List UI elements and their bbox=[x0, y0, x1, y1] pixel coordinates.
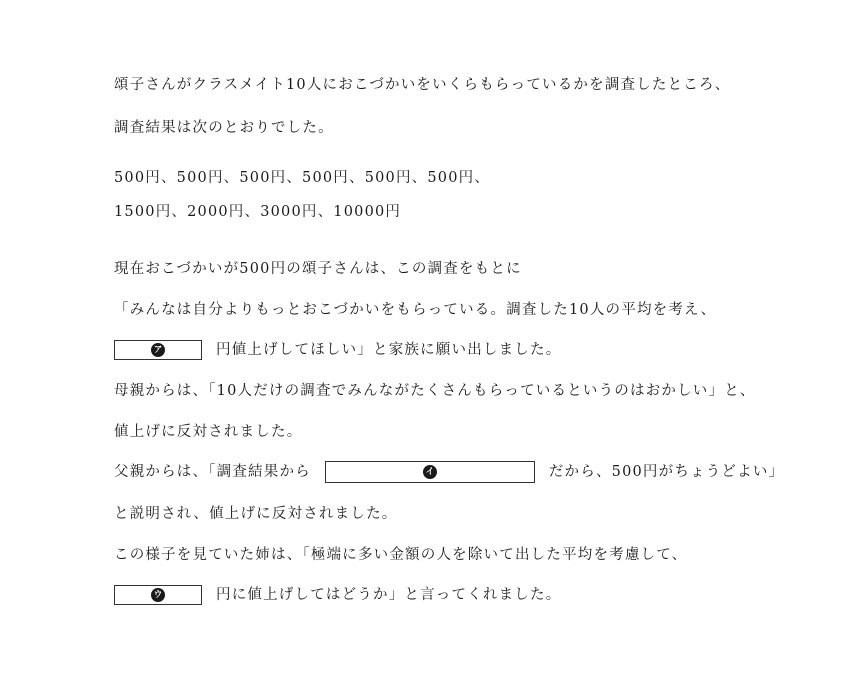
question-line-2 bbox=[114, 117, 334, 139]
question-line-10 bbox=[114, 461, 784, 483]
question-text: 「みんなは自分よりもっとおこづかいをもらっている。調査した10人の平均を考え、 bbox=[114, 302, 717, 318]
question-line-12 bbox=[114, 544, 687, 566]
question-line-1 bbox=[114, 74, 730, 96]
blank-label-a: ア bbox=[151, 343, 165, 357]
question-text: 頌子さんがクラスメイト10人におこづかいをいくらもらっているかを調査したところ、 bbox=[114, 77, 731, 93]
question-line-11 bbox=[114, 503, 397, 525]
question-text: 円値上げしてほしい」と家族に願い出しました。 bbox=[216, 342, 562, 358]
survey-values-line-2 bbox=[114, 201, 401, 223]
answer-blank-a[interactable] bbox=[114, 340, 202, 360]
question-line-8 bbox=[114, 380, 756, 402]
question-line-7 bbox=[114, 339, 561, 361]
question-text: この様子を見ていた姉は、「極端に多い金額の人を除いて出した平均を考慮して、 bbox=[114, 547, 688, 563]
question-text: 現在おこづかいが500円の頌子さんは、この調査をもとに bbox=[114, 261, 522, 277]
question-line-13 bbox=[114, 584, 561, 606]
question-text: だから、500円がちょうどよい」 bbox=[548, 464, 785, 480]
question-line-5 bbox=[114, 258, 522, 280]
question-text: 調査結果は次のとおりでした。 bbox=[114, 120, 334, 136]
survey-values-line-1 bbox=[114, 167, 490, 189]
question-line-6 bbox=[114, 299, 716, 321]
answer-blank-i[interactable] bbox=[325, 461, 535, 483]
question-line-9 bbox=[114, 421, 302, 443]
question-text: と説明され、値上げに反対されました。 bbox=[114, 506, 398, 522]
blank-label-i: イ bbox=[423, 465, 437, 479]
blank-label-u: ウ bbox=[151, 588, 165, 602]
question-text: 円に値上げしてはどうか」と言ってくれました。 bbox=[216, 587, 562, 603]
answer-blank-u[interactable] bbox=[114, 585, 202, 605]
survey-values: 500円、500円、500円、500円、500円、500円、 bbox=[114, 170, 491, 186]
survey-values: 1500円、2000円、3000円、10000円 bbox=[114, 204, 402, 220]
question-text: 父親からは、「調査結果から bbox=[114, 464, 311, 480]
question-text: 母親からは、「10人だけの調査でみんながたくさんもらっているというのはおかしい」と、 bbox=[114, 383, 756, 399]
question-text: 値上げに反対されました。 bbox=[114, 424, 303, 440]
